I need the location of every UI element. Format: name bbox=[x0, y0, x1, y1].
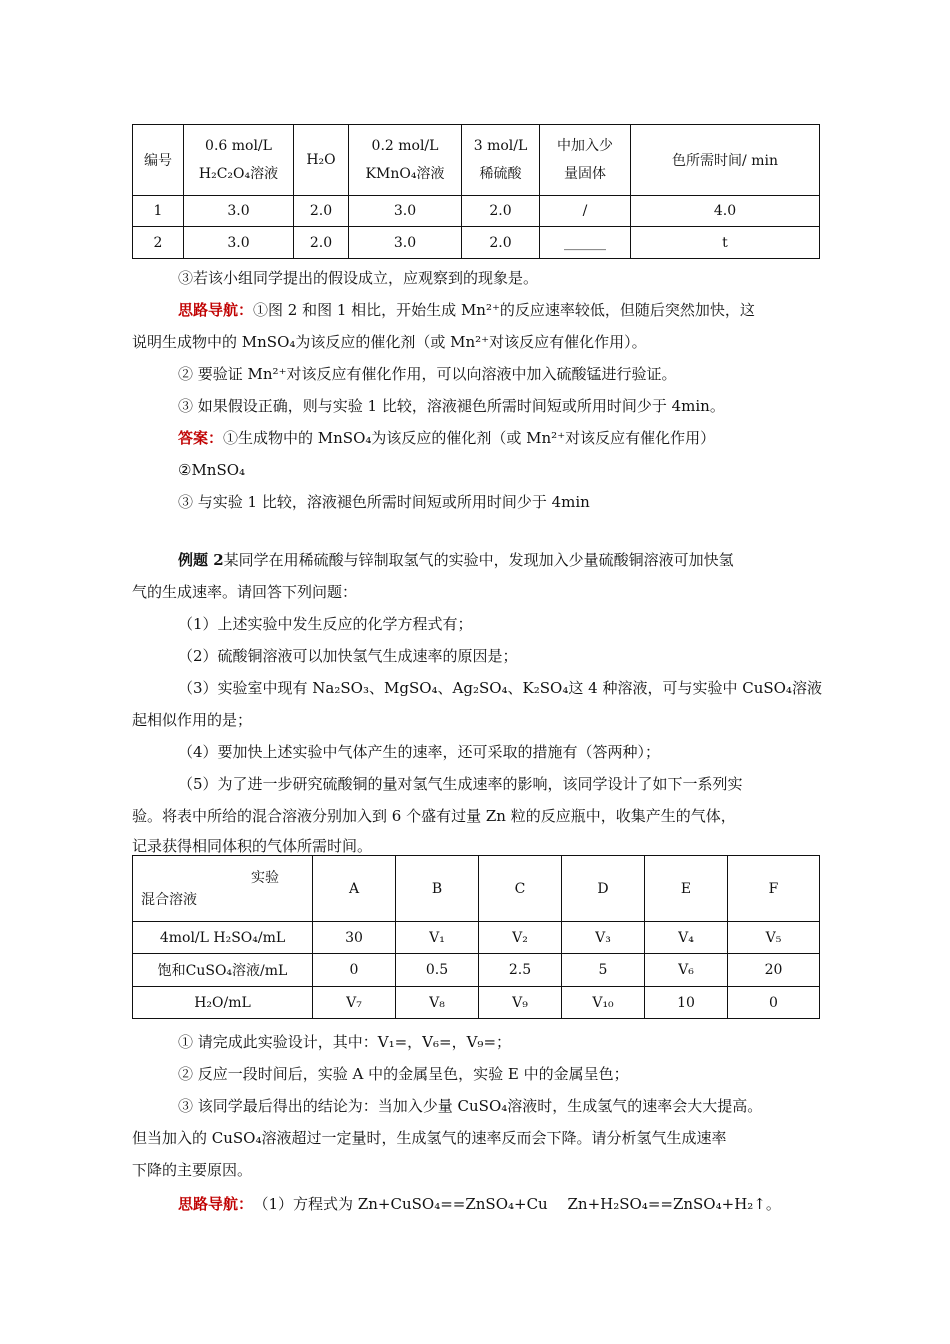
table-cell: V₈ bbox=[396, 987, 479, 1019]
table1-header-id: 编号 bbox=[133, 125, 184, 196]
example-label: 例题 2 bbox=[178, 551, 224, 569]
part-5-cont-1: 验。将表中所给的混合溶液分别加入到 6 个盛有过量 Zn 粒的反应瓶中，收集产生的气体， bbox=[132, 807, 736, 825]
part-5: （5）为了进一步研究硫酸铜的量对氢气生成速率的影响，该同学设计了如下一系列实 bbox=[178, 775, 743, 793]
table-rate-experiment bbox=[132, 124, 820, 259]
table-cell: 0 bbox=[313, 954, 396, 987]
part-3: （3）实验室中现有 Na₂SO₃、MgSO₄、Ag₂SO₄、K₂SO₄这 4 种溶液，可与实验中 CuSO₄溶液 bbox=[178, 679, 822, 697]
table-cell: V₄ bbox=[645, 922, 728, 954]
solution-nav-3: ③ 如果假设正确，则与实验 1 比较，溶液褪色所需时间短或所用时间少于 4min。 bbox=[178, 397, 725, 415]
table-cell: 2.5 bbox=[479, 954, 562, 987]
corner-top-label: 实验 bbox=[251, 869, 279, 886]
solution-nav-1 bbox=[178, 300, 878, 320]
table1-header-kmno4: 0.2 mol/L KMnO₄溶液 bbox=[349, 125, 462, 196]
table2-corner bbox=[133, 856, 313, 922]
table-cell: V₁₀ bbox=[562, 987, 645, 1019]
table-cell: V₂ bbox=[479, 922, 562, 954]
table-cell: 20 bbox=[728, 954, 820, 987]
table-cell: 2.0 bbox=[294, 227, 349, 259]
table-cell: t bbox=[631, 227, 820, 259]
table-cell: V₉ bbox=[479, 987, 562, 1019]
table-cell: ______ bbox=[540, 227, 631, 259]
part-4: （4）要加快上述实验中气体产生的速率，还可采取的措施有（答两种）； bbox=[178, 743, 661, 761]
table-cell: 30 bbox=[313, 922, 396, 954]
table-row bbox=[133, 196, 820, 227]
table-cell: V₁ bbox=[396, 922, 479, 954]
table1-header-h2so4: 3 mol/L 稀硫酸 bbox=[462, 125, 540, 196]
table-copper-sulfate bbox=[132, 855, 820, 1019]
nav-label: 思路导航： bbox=[178, 301, 254, 319]
table-cell: 2.0 bbox=[462, 227, 540, 259]
answer-label: 答案： bbox=[178, 429, 224, 447]
table-cell: 2.0 bbox=[294, 196, 349, 227]
solution-nav-2: ② 要验证 Mn²⁺对该反应有催化作用，可以向溶液中加入硫酸锰进行验证。 bbox=[178, 365, 677, 383]
table-row bbox=[133, 227, 820, 259]
table-cell: 0 bbox=[728, 987, 820, 1019]
answer-1 bbox=[178, 428, 878, 448]
table1-header-h2c2o4: 0.6 mol/L H₂C₂O₄溶液 bbox=[184, 125, 294, 196]
sub-question-3: ③ 该同学最后得出的结论为：当加入少量 CuSO₄溶液时，生成氢气的速率会大大提高。 bbox=[178, 1097, 763, 1115]
sub-question-1: ① 请完成此实验设计，其中：V₁=，V₆=，V₉=； bbox=[178, 1033, 512, 1051]
sub-question-3-cont-2: 下降的主要原因。 bbox=[132, 1161, 253, 1179]
table-cell: V₇ bbox=[313, 987, 396, 1019]
table-cell: 3.0 bbox=[349, 196, 462, 227]
answer-text: ①生成物中的 MnSO₄为该反应的催化剂（或 Mn²⁺对该反应有催化作用） bbox=[223, 429, 716, 447]
sub-question-3-cont-1: 但当加入的 CuSO₄溶液超过一定量时，生成氢气的速率反而会下降。请分析氢气生成速率 bbox=[132, 1129, 727, 1147]
answer-3: ③ 与实验 1 比较，溶液褪色所需时间短或所用时间少于 4min bbox=[178, 493, 590, 511]
table-cell: / bbox=[540, 196, 631, 227]
table-cell: 2 bbox=[133, 227, 184, 259]
table-cell: V₆ bbox=[645, 954, 728, 987]
solution-nav-example-2 bbox=[178, 1194, 878, 1214]
table-cell: 4.0 bbox=[631, 196, 820, 227]
sub-question-2: ② 反应一段时间后，实验 A 中的金属呈色，实验 E 中的金属呈色； bbox=[178, 1065, 629, 1083]
solution-nav-1-cont: 说明生成物中的 MnSO₄为该反应的催化剂（或 Mn²⁺对该反应有催化作用）。 bbox=[132, 333, 647, 351]
nav-text-2: （1）方程式为 Zn+CuSO₄==ZnSO₄+Cu Zn+H₂SO₄==ZnSO₄+H₂↑。 bbox=[261, 1195, 781, 1213]
table-cell: 5 bbox=[562, 954, 645, 987]
example-2-title bbox=[178, 550, 878, 570]
nav-label-2: 思路导航： bbox=[178, 1195, 254, 1213]
example-2-cont: 气的生成速率。请回答下列问题： bbox=[132, 583, 358, 601]
table2-col-f: F bbox=[728, 856, 820, 922]
table-cell: 2.0 bbox=[462, 196, 540, 227]
row-label: 饱和CuSO₄溶液/mL bbox=[133, 954, 313, 987]
table-cell: V₅ bbox=[728, 922, 820, 954]
row-label: 4mol/L H₂SO₄/mL bbox=[133, 922, 313, 954]
example-text: 某同学在用稀硫酸与锌制取氢气的实验中，发现加入少量硫酸铜溶液可加快氢 bbox=[223, 551, 734, 569]
part-3-cont: 起相似作用的是； bbox=[132, 711, 253, 729]
part-2: （2）硫酸铜溶液可以加快氢气生成速率的原因是； bbox=[178, 647, 518, 665]
table2-col-e: E bbox=[645, 856, 728, 922]
table1-header-h2o: H₂O bbox=[294, 125, 349, 196]
table-cell: 10 bbox=[645, 987, 728, 1019]
row-label: H₂O/mL bbox=[133, 987, 313, 1019]
table-cell: 3.0 bbox=[184, 227, 294, 259]
table-cell: V₃ bbox=[562, 922, 645, 954]
table2-col-b: B bbox=[396, 856, 479, 922]
corner-bottom-label: 混合溶液 bbox=[141, 891, 197, 908]
table1-header-time: 色所需时间/ min bbox=[631, 125, 820, 196]
table2-col-d: D bbox=[562, 856, 645, 922]
table-cell: 3.0 bbox=[349, 227, 462, 259]
table-cell: 1 bbox=[133, 196, 184, 227]
part-1: （1）上述实验中发生反应的化学方程式有； bbox=[178, 615, 473, 633]
table-row bbox=[133, 954, 820, 987]
question-3: ③若该小组同学提出的假设成立，应观察到的现象是。 bbox=[178, 269, 539, 287]
table-cell: 3.0 bbox=[184, 196, 294, 227]
table-row bbox=[133, 922, 820, 954]
table1-header-solid: 中加入少 量固体 bbox=[540, 125, 631, 196]
table-row bbox=[133, 987, 820, 1019]
part-5-cont-2: 记录获得相同体积的气体所需时间。 bbox=[132, 837, 373, 855]
nav-text: ①图 2 和图 1 相比，开始生成 Mn²⁺的反应速率较低，但随后突然加快，这 bbox=[253, 301, 755, 319]
table-cell: 0.5 bbox=[396, 954, 479, 987]
table2-col-c: C bbox=[479, 856, 562, 922]
table2-col-a: A bbox=[313, 856, 396, 922]
answer-2: ②MnSO₄ bbox=[178, 461, 246, 479]
